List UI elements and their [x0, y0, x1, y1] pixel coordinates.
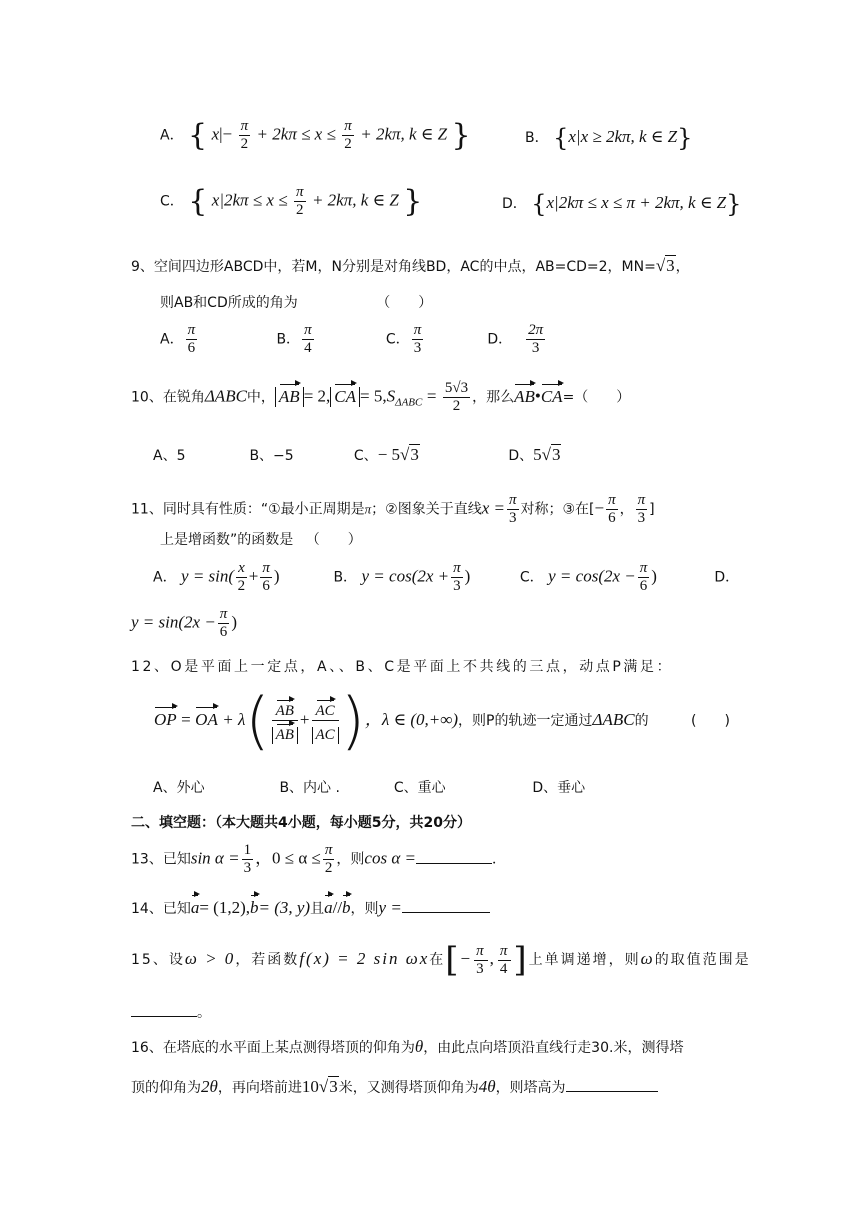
brace-close: }	[726, 190, 742, 218]
brace-open: {	[531, 190, 547, 218]
q10-vec-ca: CA	[540, 386, 563, 406]
q12-mid: ，则P的轨迹一定通过	[458, 713, 593, 729]
brace-open: {	[188, 118, 208, 153]
q11-frac-pi3: $\frac{\pi}{3}$	[508, 492, 517, 526]
q14-a: a	[190, 898, 200, 917]
q12-tri: ΔABC	[592, 710, 635, 729]
q9-d: D． $\frac{2\pi}{3}$	[487, 322, 544, 356]
q11-text4: 上是增函数”的函数是	[160, 532, 294, 548]
q13-cos: cos α =	[364, 848, 416, 868]
brace-close: }	[451, 118, 471, 153]
q12-line1	[131, 656, 673, 676]
q13-fracpi2: $\frac{\pi}{2}$	[324, 842, 333, 876]
q10-options	[153, 445, 561, 465]
q16-theta: θ	[414, 1037, 424, 1056]
q11-xeq: x =	[481, 498, 505, 518]
q10-line	[131, 380, 630, 415]
q12-op: OP	[154, 710, 177, 729]
q15-answer-blank[interactable]	[131, 1016, 197, 1017]
q9-c: C． $\frac{\pi}{3}$	[385, 322, 422, 356]
q16-text5: 米，又测得塔顶仰角为	[338, 1080, 479, 1096]
q15-in: 在	[429, 952, 446, 968]
q12-expr: OP = OA + λ( $\frac{AB}{AB}$ + $\frac{AC}{AC}$ )，λ ∈ (0,+∞)，则P的轨迹一定通过ΔABC的 ( )	[154, 684, 730, 757]
q13-end: ．	[491, 851, 506, 868]
q10-then: ，那么	[472, 389, 515, 406]
q9-text: 9、空间四边形ABCD中，若M，N分别是对角线BD，AC的中点，AB=CD=2，MN=	[131, 259, 656, 275]
q13-prefix: 13、已知	[131, 851, 191, 868]
q11-minus: −	[594, 498, 605, 518]
q16-text1: 16、在塔底的水平面上某点测得塔顶的仰角为	[131, 1040, 415, 1056]
q16-sqrt: √3	[318, 1077, 338, 1096]
q14-bval: = (3, y)	[258, 898, 311, 917]
q12-text: 12、O是平面上一定点，A、、B、C是平面上不共线的三点，动点P满足：	[131, 659, 674, 675]
brace-close: }	[403, 184, 423, 219]
q14-a2: a	[324, 898, 333, 917]
q15-frac-pi3: $\frac{\pi}{3}$	[476, 942, 486, 977]
bracket-close: ]	[513, 940, 529, 980]
q16-line2	[131, 1077, 658, 1097]
q14-b: b	[250, 898, 259, 917]
q14-answer-blank[interactable]	[402, 912, 490, 913]
q8-option-a: A． { x|− $\frac{\pi}{2}$ + 2kπ ≤ x ≤ $\frac{\pi}{2}$ + 2kπ, k ∈ Z }	[160, 118, 471, 153]
q9-sqrt: √3	[655, 256, 675, 275]
q8-c-label: C．	[160, 193, 184, 210]
q12-frac-ab: $\frac{AB}{AB}$	[272, 699, 298, 744]
q16-text2: ，由此点向塔顶沿直线行走30.米，测得塔	[423, 1040, 684, 1056]
q13-mid: ，0 ≤ α ≤	[255, 848, 321, 868]
q14-prefix: 14、已知	[131, 901, 191, 917]
q10-prefix: 10、在锐角	[131, 389, 205, 406]
q8-a-expr2: + 2kπ, k ∈ Z	[360, 124, 448, 144]
q10-dot: •	[534, 386, 541, 406]
brace-open: {	[553, 124, 569, 152]
q16-ten: 10	[301, 1077, 319, 1096]
q10-mid: 中，	[246, 389, 275, 406]
q11-c: C． y = cos(2x − $\frac{\pi}{6}$ )	[519, 560, 657, 594]
q12-a: A、外心	[153, 780, 205, 796]
q10-d: D、5√3	[508, 445, 561, 464]
q10-eq: =	[426, 386, 437, 406]
q12-c: C、重心	[393, 780, 446, 796]
q10-frac: $\frac{5√3}{2}$	[444, 380, 469, 414]
q13-sin: sin α =	[190, 848, 240, 868]
q11-text3: 对称；③在[	[520, 501, 595, 518]
q8-d-label: D．	[502, 196, 527, 212]
q8-b-expr: x|x ≥ 2kπ, k ∈ Z	[568, 127, 678, 146]
q15-frac-pi4: $\frac{\pi}{4}$	[499, 942, 510, 977]
q10-s-sub: ΔABC	[395, 396, 423, 409]
q11-close: ]	[649, 501, 655, 518]
brace-close: }	[677, 124, 693, 152]
q8-b-label: B．	[525, 130, 549, 146]
q15-mid: ，若函数	[235, 952, 300, 968]
q10-b: B、−5	[249, 448, 294, 464]
q8-option-d	[502, 190, 741, 218]
q16-text6: ，则塔高为	[495, 1080, 566, 1096]
q15-comma: ,	[489, 949, 496, 968]
q14-line	[131, 898, 490, 918]
q12-answer-paren: ( )	[691, 713, 730, 729]
q10-ca-abs: CA	[330, 387, 360, 407]
q11-text2: ；②图象关于直线	[371, 501, 482, 518]
q10-ab-abs: AB	[275, 387, 304, 407]
q11-comma: ，	[619, 501, 634, 518]
q8-d-expr: x|2kπ ≤ x ≤ π + 2kπ, k ∈ Z	[546, 193, 727, 212]
q12-de: 的	[634, 713, 649, 729]
q9-b: B． $\frac{\pi}{4}$	[276, 322, 312, 356]
q9-line2	[160, 292, 432, 312]
q14-b2: b	[342, 898, 351, 917]
q12-b: B、内心 .	[279, 780, 340, 796]
q12-oa: OA	[195, 710, 218, 729]
q14-par: //	[332, 898, 343, 917]
q10-a: A、5	[153, 448, 186, 464]
q15-omega: ω > 0	[184, 949, 236, 968]
q10-ab-val: = 2,	[303, 386, 331, 406]
q15-blank-line	[131, 1002, 211, 1022]
q8-c-expr2: + 2kπ, k ∈ Z	[311, 190, 399, 210]
brace-open: {	[188, 184, 208, 219]
q15-inc: 上单调递增，则	[528, 952, 641, 968]
q15-line	[131, 940, 751, 980]
q16-4theta: 4θ	[478, 1077, 496, 1096]
q12-lambda: ，λ ∈ (0,+∞)	[364, 710, 459, 729]
q13-answer-blank[interactable]	[416, 863, 492, 864]
q14-aval: = (1,2),	[199, 898, 250, 917]
q11-b: B． y = cos(2x + $\frac{\pi}{3}$ )	[333, 560, 471, 594]
q8-a-frac2: $\frac{\pi}{2}$	[344, 118, 352, 152]
q16-text3: 顶的仰角为	[131, 1080, 201, 1096]
q13-frac13: $\frac{1}{3}$	[243, 842, 252, 876]
q14-mid: 且	[310, 901, 325, 917]
q15-range: 的取值范围是	[654, 952, 751, 968]
section-title: 二、填空题：（本大题共4小题，每小题5分，共20分）	[131, 815, 471, 831]
q11-frac-pi3b: $\frac{\pi}{3}$	[637, 492, 646, 526]
q11-a: A． y = sin( $\frac{x}{2}$ + $\frac{\pi}{6}$ )	[153, 560, 280, 594]
q11-frac-pi6: $\frac{\pi}{6}$	[608, 492, 616, 526]
q11-d-expr: y = sin(2x − $\frac{\pi}{6}$ )	[131, 606, 237, 640]
q15-prefix: 15、设	[131, 952, 185, 968]
q15-f: f(x) = 2 sin ωx	[299, 949, 430, 968]
q8-option-c	[160, 184, 422, 219]
q16-line1	[131, 1037, 683, 1057]
q16-2theta: 2θ	[201, 1077, 218, 1096]
q8-c-expr1: x|2kπ ≤ x ≤	[211, 190, 288, 210]
q8-c-frac: $\frac{\pi}{2}$	[295, 184, 304, 218]
bracket-open: [	[445, 940, 461, 980]
paren-open: (	[245, 684, 270, 757]
q11-line2	[160, 529, 362, 549]
q12-d: D、垂心	[532, 780, 586, 796]
q11-options	[153, 560, 739, 595]
q12-plus: + λ	[222, 710, 246, 729]
q8-a-label: A．	[160, 127, 184, 144]
q11-pi: π	[364, 501, 372, 517]
q9-line1	[131, 256, 690, 276]
paren-close: )	[340, 684, 365, 757]
q14-y: y =	[378, 898, 402, 917]
q12-frac-ac: $\frac{AC}{AC}$	[312, 699, 339, 744]
q9-comma: ，	[675, 259, 690, 275]
q10-ca-val: = 5,	[360, 386, 387, 406]
q15-end: 。	[197, 1005, 211, 1021]
q9-options	[160, 322, 547, 357]
q13-line	[131, 842, 506, 877]
q9-answer-paren: （ ）	[376, 295, 433, 311]
q8-a-expr1: + 2kπ ≤ x ≤	[256, 124, 336, 144]
q10-tail: =（ ）	[562, 389, 631, 406]
q12-eq: =	[181, 710, 191, 729]
q15-minus: −	[460, 949, 473, 968]
q15-w: ω	[640, 949, 655, 968]
q12-options	[153, 777, 585, 797]
q10-vec-ab: AB	[514, 386, 535, 406]
q11-text1: 11、同时具有性质：“①最小正周期是	[131, 501, 365, 518]
q8-a-frac1: $\frac{\pi}{2}$	[240, 118, 249, 152]
q11-d-label: D．	[714, 569, 740, 586]
q10-c: C、− 5√3	[353, 445, 419, 464]
q11-answer-paren: （ ）	[305, 532, 362, 548]
q8-option-b	[525, 124, 692, 152]
q8-a-minus: −	[222, 124, 233, 144]
q10-triangle: ΔABC	[204, 386, 247, 406]
q10-s: S	[386, 386, 396, 406]
q9-text2: 则AB和CD所成的角为	[160, 295, 298, 311]
q8-a-x: x	[211, 124, 220, 144]
q9-a: A． $\frac{\pi}{6}$	[160, 322, 196, 356]
q11-line1	[131, 492, 655, 527]
q14-then: ，则	[350, 901, 379, 917]
q16-answer-blank[interactable]	[566, 1091, 658, 1092]
q13-then: ，则	[336, 851, 365, 868]
q16-text4: ，再向塔前进	[217, 1080, 302, 1096]
